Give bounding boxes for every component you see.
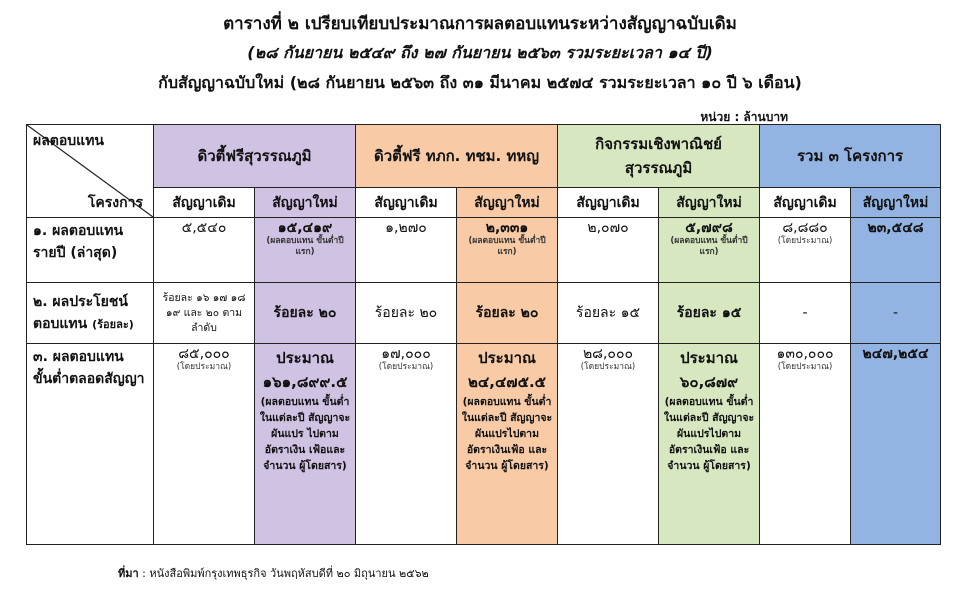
cell-note: (ผลตอบแทน ขั้นต่ำปีแรก) — [266, 236, 344, 257]
project-header-suvarnabhumi-dutyfree: ดิวตี้ฟรีสุวรรณภูมิ — [154, 125, 356, 188]
cell-value: - — [760, 283, 851, 344]
cell-note: (โดยประมาณ) — [777, 362, 833, 372]
comparison-table — [26, 124, 941, 545]
col-header-old: สัญญาเดิม — [558, 188, 659, 218]
cell-note: (โดยประมาณ) — [378, 362, 434, 372]
col-header-old: สัญญาเดิม — [154, 188, 255, 218]
cell-note: (โดยประมาณ) — [176, 362, 232, 372]
col-header-old: สัญญาเดิม — [760, 188, 851, 218]
cell-note: (ผลตอบแทน ขั้นต่ำปีแรก) — [670, 236, 748, 257]
cell-value: ๘๕,๐๐๐ (โดยประมาณ) — [154, 344, 255, 545]
table-title-line1: ตารางที่ ๒ เปรียบเทียบประมาณการผลตอบแทนระหว่างสัญญาฉบับเดิม — [223, 14, 737, 34]
row-label-annual-return — [27, 218, 154, 283]
cell-value: ๕,๗๙๘ (ผลตอบแทน ขั้นต่ำปีแรก) — [659, 218, 760, 283]
cell-value: - — [851, 283, 941, 344]
cell-note: (ผลตอบแทน ขั้นต่ำปีแรก) — [468, 236, 546, 257]
source-text: : หนังสือพิมพ์กรุงเทพธุรกิจ วันพฤหัสบดีที่ ๒๐ มิถุนายน ๒๕๖๒ — [138, 567, 429, 580]
cell-note: (ผลตอบแทน ขั้นต่ำในแต่ละปี สัญญาจะ ผันแปรไปตาม อัตราเงินเฟ้อ และจำนวน ผู้โดยสาร) — [461, 396, 553, 472]
cell-note: (โดยประมาณ) — [580, 362, 636, 372]
table-title-line2: (๒๘ กันยายน ๒๕๔๙ ถึง ๒๗ กันยายน ๒๕๖๓ รวมระยะเวลา ๑๔ ปี) — [247, 43, 713, 62]
source-label: ที่มา — [118, 567, 139, 580]
cell-value: ประมาณ ๑๖๑,๘๙๙.๕ (ผลตอบแทน ขั้นต่ำในแต่ละปี สัญญาจะผันแปร ไปตามอัตราเงิน เฟ้อและจำนวน ผู้โดยสาร) — [255, 344, 356, 545]
row-label-minimum-return — [27, 344, 154, 545]
cell-value: ๒๔๗,๒๕๔ — [851, 344, 941, 545]
header-row-contracts — [27, 188, 941, 218]
cell-value: ประมาณ ๖๐,๘๗๙ (ผลตอบแทน ขั้นต่ำในแต่ละปี สัญญาจะ ผันแปรไปตาม อัตราเงินเฟ้อ และจำนวน ผู้โดยสาร) — [659, 344, 760, 545]
col-header-new: สัญญาใหม่ — [851, 188, 941, 218]
source-note — [118, 564, 429, 582]
cell-value: ๑,๒๗๐ — [356, 218, 457, 283]
cell-note: (ผลตอบแทน ขั้นต่ำในแต่ละปี สัญญาจะผันแปร ไปตามอัตราเงิน เฟ้อและจำนวน ผู้โดยสาร) — [259, 396, 351, 472]
cell-value: ๑๗,๐๐๐ (โดยประมาณ) — [356, 344, 457, 545]
cell-value: ร้อยละ ๑๕ — [558, 283, 659, 344]
row-label-line: ตอบแทน — [33, 315, 88, 332]
cell-value: ๒,๓๓๑ (ผลตอบแทน ขั้นต่ำปีแรก) — [457, 218, 558, 283]
col-header-new: สัญญาใหม่ — [659, 188, 760, 218]
corner-label-project: โครงการ — [87, 195, 143, 211]
row-label-line: ๓. ผลตอบแทน — [33, 349, 124, 365]
cell-value: ร้อยละ ๒๐ — [356, 283, 457, 344]
cell-value: ๒๘,๐๐๐ (โดยประมาณ) — [558, 344, 659, 545]
row-label-unit: (ร้อยละ) — [92, 317, 134, 331]
row-label-line: ๒. ผลประโยชน์ — [33, 293, 128, 310]
project-header-total: รวม ๓ โครงการ — [760, 125, 941, 188]
cell-value: ๑๕,๔๑๙ (ผลตอบแทน ขั้นต่ำปีแรก) — [255, 218, 356, 283]
project-header-regional-dutyfree: ดิวตี้ฟรี ทภก. ทชม. ทหญ — [356, 125, 558, 188]
cell-value: ร้อยละ ๒๐ — [457, 283, 558, 344]
cell-value: ๘,๘๘๐ (โดยประมาณ) — [760, 218, 851, 283]
cell-value: ร้อยละ ๑๕ — [659, 283, 760, 344]
cell-note: (ผลตอบแทน ขั้นต่ำในแต่ละปี สัญญาจะ ผันแปรไปตาม อัตราเงินเฟ้อ และจำนวน ผู้โดยสาร) — [663, 396, 755, 472]
cell-value: ๑๓๐,๐๐๐ (โดยประมาณ) — [760, 344, 851, 545]
table-title-line3: กับสัญญาฉบับใหม่ (๒๘ กันยายน ๒๕๖๓ ถึง ๓๑ มีนาคม ๒๕๗๔ รวมระยะเวลา ๑๐ ปี ๖ เดือน) — [158, 73, 802, 92]
row-label-benefit-percent — [27, 283, 154, 344]
project-header-commercial: กิจกรรมเชิงพาณิชย์ สุวรรณภูมิ — [558, 125, 760, 188]
cell-value: ร้อยละ ๑๖ ๑๗ ๑๘ ๑๙ และ ๒๐ ตามลำดับ — [154, 283, 255, 344]
cell-value: ประมาณ ๒๔,๔๗๕.๕ (ผลตอบแทน ขั้นต่ำในแต่ละปี สัญญาจะ ผันแปรไปตาม อัตราเงินเฟ้อ และจำนวน ผู้โดยสาร) — [457, 344, 558, 545]
cell-note: (โดยประมาณ) — [777, 236, 833, 246]
col-header-old: สัญญาเดิม — [356, 188, 457, 218]
unit-label: หน่วย : ล้านบาท — [700, 110, 788, 124]
row-label-line: ขั้นต่ำตลอดสัญญา — [33, 371, 145, 387]
cell-value: ๕,๕๔๐ — [154, 218, 255, 283]
cell-value: ๒๓,๕๔๘ — [851, 218, 941, 283]
table-row-minimum-return — [27, 344, 941, 545]
corner-label-return: ผลตอบแทน — [33, 133, 104, 149]
table-row-benefit-percent — [27, 283, 941, 344]
header-corner-cell — [27, 125, 154, 218]
row-label-line: รายปี (ล่าสุด) — [33, 245, 118, 261]
row-label-line: ๑. ผลตอบแทน — [33, 223, 124, 239]
table-row-annual-return — [27, 218, 941, 283]
cell-value: ๒,๐๗๐ — [558, 218, 659, 283]
header-row-projects — [27, 125, 941, 188]
cell-value: ร้อยละ ๒๐ — [255, 283, 356, 344]
col-header-new: สัญญาใหม่ — [457, 188, 558, 218]
col-header-new: สัญญาใหม่ — [255, 188, 356, 218]
